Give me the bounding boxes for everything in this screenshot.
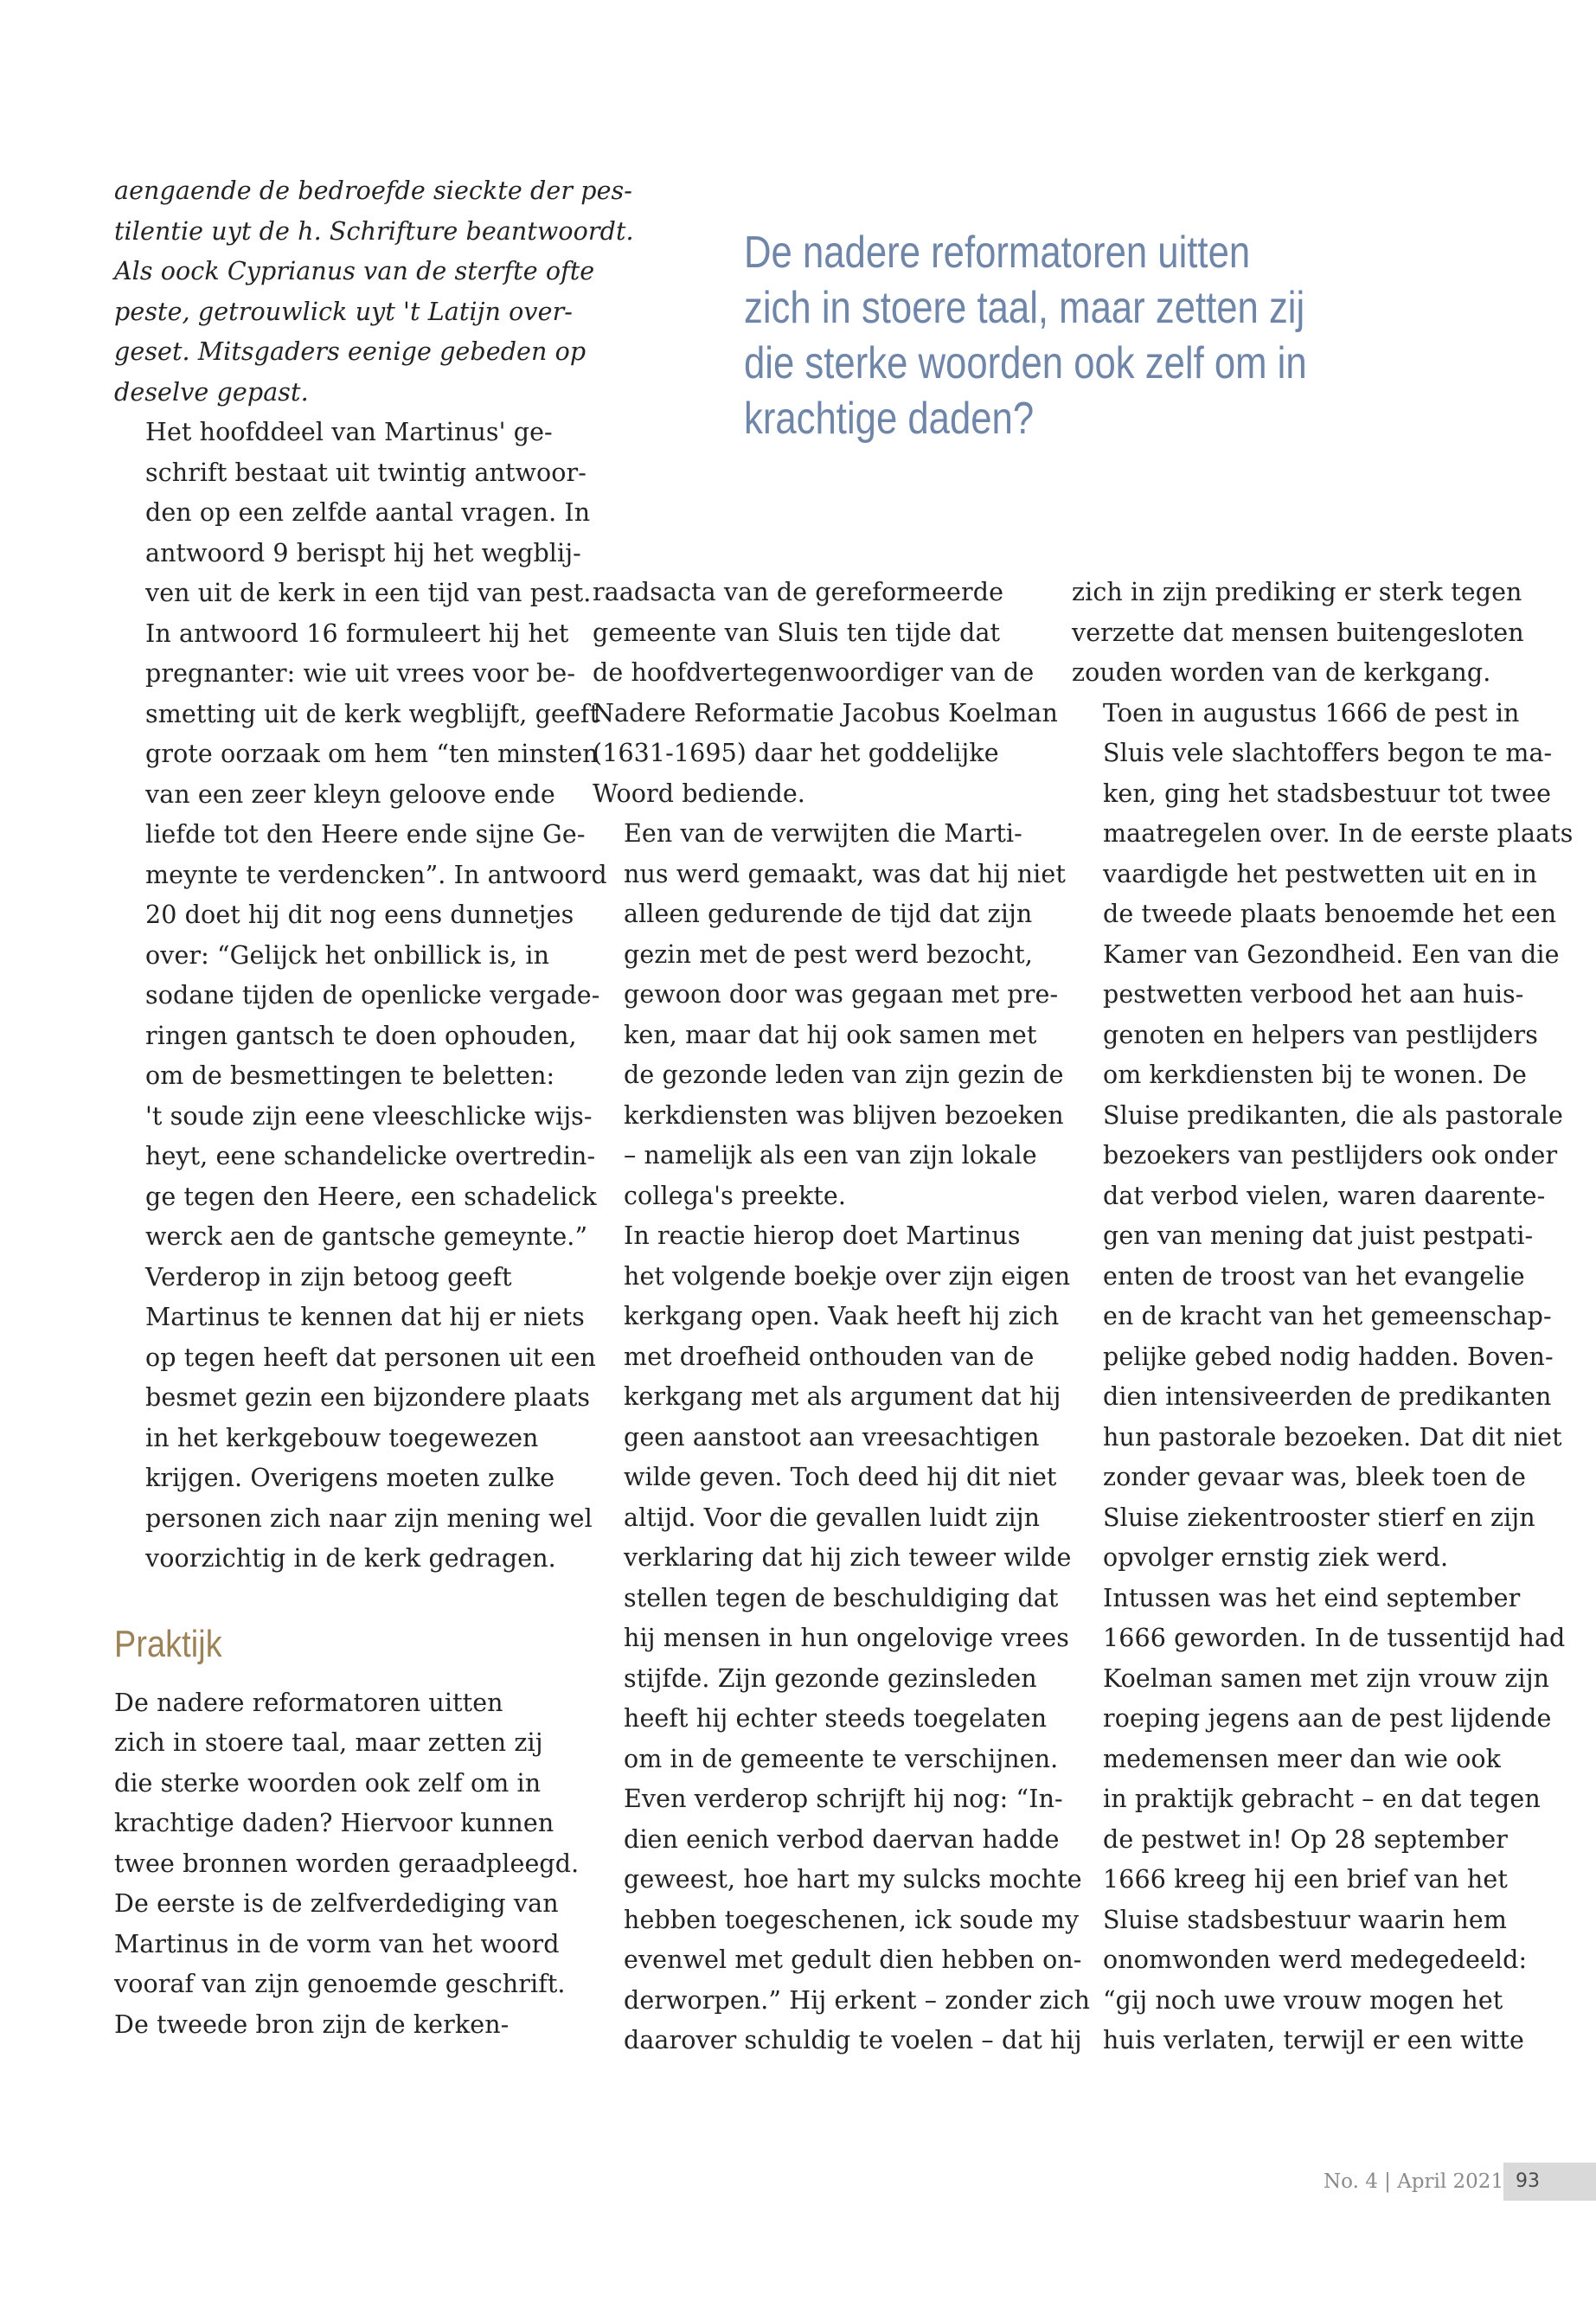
text-line: de hoofdvertegenwoordiger van de — [593, 658, 1035, 687]
text-line: – namelijk als een van zijn lokale — [624, 1141, 1037, 1170]
text-line: besmet gezin een bijzondere plaats — [145, 1383, 591, 1412]
text-line: Martinus in de vorm van het woord — [114, 1929, 560, 1958]
text-line: geen aanstoot aan vreesachtigen — [624, 1422, 1040, 1452]
text-column-3 — [1072, 573, 1574, 2061]
text-line: peste, getrouwlick uyt 't Latijn over- — [114, 297, 574, 326]
text-line: schrift bestaat uit twintig antwoor- — [145, 458, 586, 487]
text-line: Woord bediende. — [593, 779, 805, 808]
text-line: zouden worden van de kerkgang. — [1072, 658, 1491, 687]
text-line: De tweede bron zijn de kerken- — [114, 2009, 510, 2039]
text-line: Sluise stadsbestuur waarin hem — [1103, 1905, 1507, 1934]
text-line: kerkgang open. Vaak heeft hij zich — [624, 1302, 1060, 1330]
text-line: onomwonden werd medegedeeld: — [1103, 1945, 1528, 1974]
text-line: verzette dat mensen buitengesloten — [1072, 618, 1524, 647]
text-line: en de kracht van het gemeenschap- — [1103, 1302, 1552, 1330]
text-line: van een zeer kleyn geloove ende — [145, 779, 555, 809]
text-line: vooraf van zijn genoemde geschrift. — [114, 1970, 566, 1998]
text-line: smetting uit de kerk wegblijft, geeft — [145, 699, 600, 728]
body-paragraph — [593, 1216, 1091, 2061]
page-number: 93 — [1503, 2163, 1596, 2201]
text-line: om in de gemeente te verschijnen. — [624, 1744, 1059, 1773]
text-line: Toen in augustus 1666 de pest in — [1103, 698, 1520, 727]
text-line: De nadere reformatoren uitten — [114, 1688, 503, 1717]
text-line: verklaring dat hij zich teweer wilde — [624, 1543, 1072, 1572]
pull-quote — [744, 225, 1307, 446]
text-line: gezin met de pest werd bezocht, — [624, 939, 1033, 969]
text-line: vaardigde het pestwetten uit en in — [1103, 859, 1537, 888]
text-line: ken, maar dat hij ook samen met — [624, 1020, 1037, 1049]
text-line: “gij noch uwe vrouw mogen het — [1103, 1985, 1503, 2015]
text-line: die sterke woorden ook zelf om in — [114, 1768, 542, 1798]
text-line: In antwoord 16 formuleert hij het — [145, 619, 569, 648]
text-line: krijgen. Overigens moeten zulke — [145, 1464, 555, 1492]
body-paragraph — [1072, 694, 1574, 1579]
text-line: nus werd gemaakt, was dat hij niet — [624, 859, 1066, 888]
text-line: gemeente van Sluis ten tijde dat — [593, 618, 1001, 647]
text-line: grote oorzaak om hem “ten minsten — [145, 740, 599, 768]
text-line: Intussen was het eind september — [1103, 1583, 1521, 1612]
text-line: geweest, hoe hart my sulcks mochte — [624, 1865, 1082, 1894]
text-line: Het hoofddeel van Martinus' ge- — [145, 418, 553, 446]
text-line: de gezonde leden van zijn gezin de — [624, 1061, 1064, 1089]
text-line: kerkgang met als argument dat hij — [624, 1382, 1061, 1411]
text-line: om kerkdiensten bij te wonen. De — [1103, 1061, 1528, 1089]
text-line: dien intensiveerden de predikanten — [1103, 1382, 1552, 1411]
text-line: werck aen de gantsche gemeynte.” — [145, 1222, 588, 1251]
text-line: liefde tot den Heere ende sijne Ge- — [145, 820, 586, 849]
body-paragraph — [114, 1683, 580, 2046]
text-line: De eerste is de zelfverdediging van — [114, 1889, 559, 1918]
text-column-1 — [114, 171, 634, 2045]
text-line: antwoord 9 berispt hij het wegblij- — [145, 538, 581, 567]
text-line: dien eenich verbod daervan hadde — [624, 1824, 1060, 1854]
text-line: raadsacta van de gereformeerde — [593, 578, 1004, 606]
text-line: dat verbod vielen, waren daarente- — [1103, 1181, 1546, 1210]
text-line: pestwetten verbood het aan huis- — [1103, 980, 1524, 1009]
text-line: sodane tijden de openlicke vergade- — [145, 981, 600, 1009]
text-line: in praktijk gebracht – en dat tegen — [1103, 1785, 1541, 1813]
text-line: bezoekers van pestlijders ook onder — [1103, 1141, 1558, 1170]
text-line: gen van mening dat juist pestpati- — [1103, 1221, 1534, 1250]
section-heading: Praktijk — [114, 1622, 222, 1665]
text-line: Martinus te kennen dat hij er niets — [145, 1303, 585, 1331]
text-line: kerkdiensten was blijven bezoeken — [624, 1100, 1064, 1130]
text-line: tilentie uyt de h. Schrifture beantwoordt. — [114, 216, 634, 246]
text-line: zonder gevaar was, bleek toen de — [1103, 1463, 1526, 1491]
text-line: de pestwet in! Op 28 september — [1103, 1824, 1508, 1854]
text-line: Kamer van Gezondheid. Een van die — [1103, 939, 1560, 969]
text-line: ken, ging het stadsbestuur tot twee — [1103, 779, 1552, 808]
text-line: die sterke woorden ook zelf om in — [744, 338, 1307, 388]
text-line: genoten en helpers van pestlijders — [1103, 1020, 1538, 1049]
text-line: heeft hij echter steeds toegelaten — [624, 1704, 1048, 1733]
text-line: ven uit de kerk in een tijd van pest. — [145, 579, 592, 607]
text-line: krachtige daden? Hiervoor kunnen — [114, 1809, 554, 1837]
body-paragraph — [593, 573, 1058, 814]
text-line: voorzichtig in de kerk gedragen. — [145, 1544, 556, 1573]
text-line: om de besmettingen te beletten: — [145, 1061, 555, 1090]
text-line: huis verlaten, terwijl er een witte — [1103, 2026, 1524, 2054]
text-line: roeping jegens aan de pest lijdende — [1103, 1704, 1552, 1733]
text-line: twee bronnen worden geraadpleegd. — [114, 1849, 580, 1878]
body-paragraph — [593, 814, 1066, 1216]
text-line: stijfde. Zijn gezonde gezinsleden — [624, 1663, 1037, 1693]
text-line: 1666 geworden. In de tussentijd had — [1103, 1624, 1566, 1652]
text-line: deselve gepast. — [114, 377, 309, 407]
text-line: 't soude zijn eene vleeschlicke wijs- — [145, 1101, 593, 1131]
text-line: zich in zijn prediking er sterk tegen — [1072, 578, 1522, 606]
text-line: De nadere reformatoren uitten — [744, 228, 1251, 278]
text-line: in het kerkgebouw toegewezen — [145, 1423, 539, 1452]
text-line: wilde geven. Toch deed hij dit niet — [624, 1463, 1057, 1491]
text-line: de tweede plaats benoemde het een — [1103, 900, 1557, 928]
text-line: op tegen heeft dat personen uit een — [145, 1343, 596, 1372]
text-line: den op een zelfde aantal vragen. In — [145, 498, 591, 527]
text-line: evenwel met gedult dien hebben on- — [624, 1945, 1082, 1974]
text-line: enten de troost van het evangelie — [1103, 1261, 1525, 1291]
text-line: stellen tegen de beschuldiging dat — [624, 1583, 1059, 1612]
text-line: pregnanter: wie uit vrees voor be- — [145, 659, 576, 688]
text-line: collega's preekte. — [624, 1181, 847, 1210]
text-line: Sluis vele slachtoffers begon te ma- — [1103, 739, 1553, 767]
text-line: altijd. Voor die gevallen luidt zijn — [624, 1503, 1041, 1532]
text-line: heyt, eene schandelicke overtredin- — [145, 1142, 596, 1170]
text-line: Een van de verwijten die Marti- — [624, 819, 1022, 848]
text-line: Koelman samen met zijn vrouw zijn — [1103, 1663, 1550, 1693]
text-line: hun pastorale bezoeken. Dat dit niet — [1103, 1422, 1562, 1452]
text-line: meynte te verdencken”. In antwoord — [145, 860, 607, 889]
text-line: Sluise ziekentrooster stierf en zijn — [1103, 1503, 1535, 1532]
text-line: opvolger ernstig ziek werd. — [1103, 1543, 1449, 1572]
text-line: hij mensen in hun ongelovige vrees — [624, 1624, 1069, 1652]
text-line: geset. Mitsgaders eenige gebeden op — [114, 337, 586, 366]
text-line: derworpen.” Hij erkent – zonder zich — [624, 1985, 1091, 2015]
text-line: hebben toegeschenen, ick soude my — [624, 1905, 1080, 1934]
text-line: Sluise predikanten, die als pastorale — [1103, 1100, 1564, 1130]
body-paragraph — [114, 413, 607, 1258]
text-line: ringen gantsch te doen ophouden, — [145, 1021, 577, 1050]
text-line: gewoon door was gegaan met pre- — [624, 980, 1059, 1009]
text-line: 1666 kreeg hij een brief van het — [1103, 1865, 1508, 1894]
text-line: daarover schuldig te voelen – dat hij — [624, 2026, 1082, 2054]
text-line: Als oock Cyprianus van de sterfte ofte — [114, 257, 595, 285]
text-line: aengaende de bedroefde sieckte der pes- — [114, 176, 633, 205]
text-line: 20 doet hij dit nog eens dunnetjes — [145, 901, 574, 929]
text-line: het volgende boekje over zijn eigen — [624, 1261, 1071, 1291]
italic-title-paragraph — [114, 171, 634, 413]
text-line: medemensen meer dan wie ook — [1103, 1744, 1501, 1773]
text-line: alleen gedurende de tijd dat zijn — [624, 900, 1033, 928]
text-line: met droefheid onthouden van de — [624, 1342, 1035, 1371]
text-column-2 — [593, 573, 1091, 2061]
text-line: over: “Gelijck het onbillick is, in — [145, 940, 550, 970]
text-line: Verderop in zijn betoog geeft — [145, 1262, 512, 1292]
text-line: personen zich naar zijn mening wel — [145, 1503, 593, 1533]
text-line: ge tegen den Heere, een schadelick — [145, 1182, 597, 1211]
text-line: maatregelen over. In de eerste plaats — [1103, 819, 1574, 848]
text-line: Even verderop schrijft hij nog: “In- — [624, 1785, 1063, 1813]
text-line: In reactie hierop doet Martinus — [624, 1221, 1021, 1250]
text-line: krachtige daden? — [744, 394, 1035, 444]
text-line: (1631-1695) daar het goddelijke — [593, 739, 999, 767]
body-paragraph — [1072, 1579, 1566, 2061]
text-line: zich in stoere taal, maar zetten zij — [744, 283, 1305, 333]
body-paragraph — [1072, 573, 1522, 694]
text-line: pelijke gebed nodig hadden. Boven- — [1103, 1342, 1554, 1371]
body-paragraph — [114, 1258, 596, 1580]
text-line: Nadere Reformatie Jacobus Koelman — [593, 698, 1058, 727]
text-line: zich in stoere taal, maar zetten zij — [114, 1728, 543, 1757]
issue-info: No. 4 | April 2021 — [1324, 2170, 1504, 2193]
